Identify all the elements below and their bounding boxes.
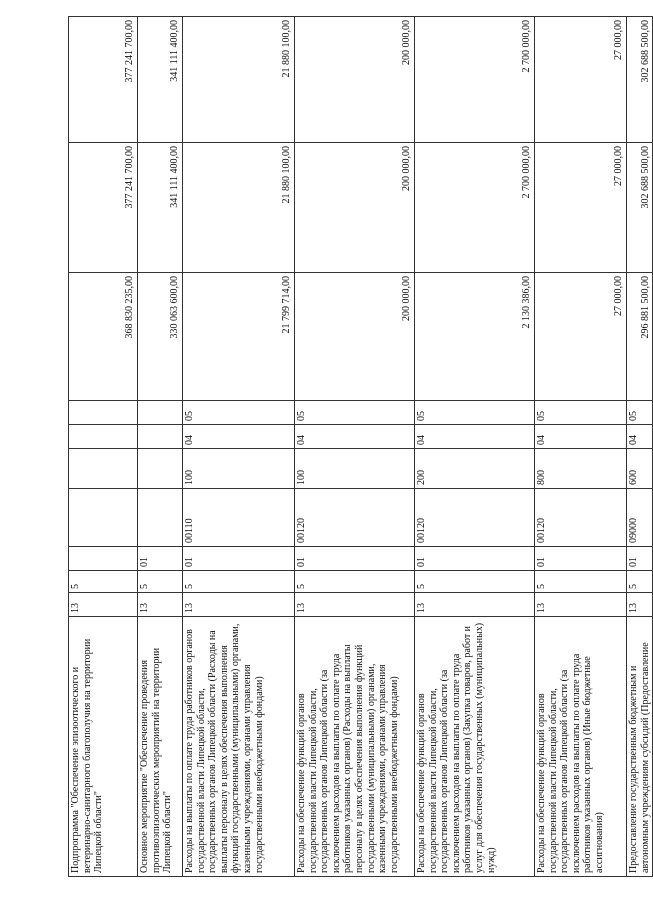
amount-cell-1: 21 799 714,00 xyxy=(183,273,295,401)
code-cell-5 xyxy=(69,449,138,489)
amount-cell-3: 302 688 500,00 xyxy=(627,17,653,143)
code-cell-7: 05 xyxy=(415,401,535,425)
amount-cell-3: 341 111 400,00 xyxy=(138,17,183,143)
amount-cell-2: 2 700 000,00 xyxy=(415,143,535,273)
code-cell-7: 05 xyxy=(295,401,415,425)
table-row xyxy=(295,17,415,877)
amount-cell-2: 377 241 700,00 xyxy=(69,143,138,273)
code-cell-5: 100 xyxy=(295,449,415,489)
code-cell-7: 05 xyxy=(627,401,653,425)
code-cell-1: 13 xyxy=(415,593,535,617)
code-cell-6: 04 xyxy=(535,425,627,449)
amount-cell-2: 302 688 500,00 xyxy=(627,143,653,273)
code-cell-3: 01 xyxy=(295,547,415,571)
amount-cell-3: 377 241 700,00 xyxy=(69,17,138,143)
amount-cell-3: 21 880 100,00 xyxy=(183,17,295,143)
code-cell-4: 09000 xyxy=(627,489,653,547)
code-cell-5: 200 xyxy=(415,449,535,489)
code-cell-3: 01 xyxy=(183,547,295,571)
table-row xyxy=(627,17,653,877)
row-name-cell: Подпрограмма "Обеспечение эпизоотического и ветеринарно-санитарного благополучия на территории Липецкой области" xyxy=(69,617,138,877)
row-name-cell: Расходы на обеспечение функций органов государственной власти Липецкой области, государственных органов Липецкой области (за исключением расходов на выплаты по оплате труда работников указанных органов) (Иные бюджетные ассигнования) xyxy=(535,617,627,877)
code-cell-2: 5 xyxy=(138,571,183,593)
budget-table xyxy=(68,16,653,877)
code-cell-6 xyxy=(138,425,183,449)
code-cell-4: 00120 xyxy=(415,489,535,547)
amount-cell-1: 2 130 386,00 xyxy=(415,273,535,401)
code-cell-2: 5 xyxy=(295,571,415,593)
code-cell-3: 01 xyxy=(535,547,627,571)
code-cell-6: 04 xyxy=(627,425,653,449)
code-cell-2: 5 xyxy=(183,571,295,593)
code-cell-1: 13 xyxy=(183,593,295,617)
code-cell-6: 04 xyxy=(295,425,415,449)
code-cell-1: 13 xyxy=(535,593,627,617)
code-cell-3: 01 xyxy=(415,547,535,571)
code-cell-4: 00120 xyxy=(295,489,415,547)
table-row xyxy=(138,17,183,877)
code-cell-1: 13 xyxy=(69,593,138,617)
code-cell-1: 13 xyxy=(138,593,183,617)
amount-cell-3: 27 000,00 xyxy=(535,17,627,143)
amount-cell-2: 27 000,00 xyxy=(535,143,627,273)
amount-cell-2: 21 880 100,00 xyxy=(183,143,295,273)
table-row xyxy=(183,17,295,877)
amount-cell-1: 27 000,00 xyxy=(535,273,627,401)
code-cell-1: 13 xyxy=(627,593,653,617)
code-cell-5: 600 xyxy=(627,449,653,489)
amount-cell-1: 200 000,00 xyxy=(295,273,415,401)
table-row xyxy=(415,17,535,877)
code-cell-5: 100 xyxy=(183,449,295,489)
budget-table-body xyxy=(69,17,653,877)
row-name-cell: Расходы на выплаты по оплате труда работников органов государственной власти Липецкой области, государственных органов Липецкой области (Расходы на выплаты персоналу в целях обеспечения выполнения функций государственными (муниципальными) органами, казенными учреждениями, органами управления государственными внебюджетными фондами) xyxy=(183,617,295,877)
amount-cell-2: 341 111 400,00 xyxy=(138,143,183,273)
code-cell-4: 00110 xyxy=(183,489,295,547)
row-name-cell: Основное мероприятие "Обеспечение проведения противоэпизоотических мероприятий на территории Липецкой области" xyxy=(138,617,183,877)
row-name-cell: Расходы на обеспечение функций органов государственной власти Липецкой области, государственных органов Липецкой области (за исключением расходов на выплаты по оплате труда работников указанных органов) (Расходы на выплаты персоналу в целях обеспечения выполнения функций государственными (муниципальными) органами, казенными учреждениями, органами управления государственными внебюджетными фондами) xyxy=(295,617,415,877)
amount-cell-1: 296 881 500,00 xyxy=(627,273,653,401)
code-cell-3 xyxy=(69,547,138,571)
code-cell-7: 05 xyxy=(183,401,295,425)
code-cell-6: 04 xyxy=(183,425,295,449)
code-cell-7: 05 xyxy=(535,401,627,425)
code-cell-5 xyxy=(138,449,183,489)
code-cell-2: 5 xyxy=(69,571,138,593)
code-cell-4: 00120 xyxy=(535,489,627,547)
code-cell-6 xyxy=(69,425,138,449)
row-name-cell: Предоставление государственным бюджетным и автономным учреждениям субсидий (Предоставление xyxy=(627,617,653,877)
code-cell-7 xyxy=(69,401,138,425)
code-cell-5: 800 xyxy=(535,449,627,489)
table-row xyxy=(535,17,627,877)
code-cell-2: 5 xyxy=(415,571,535,593)
amount-cell-2: 200 000,00 xyxy=(295,143,415,273)
code-cell-7 xyxy=(138,401,183,425)
code-cell-4 xyxy=(138,489,183,547)
amount-cell-3: 2 700 000,00 xyxy=(415,17,535,143)
amount-cell-1: 330 063 600,00 xyxy=(138,273,183,401)
table-row xyxy=(69,17,138,877)
code-cell-3: 01 xyxy=(627,547,653,571)
code-cell-1: 13 xyxy=(295,593,415,617)
code-cell-2: 5 xyxy=(627,571,653,593)
code-cell-6: 04 xyxy=(415,425,535,449)
amount-cell-1: 368 830 235,00 xyxy=(69,273,138,401)
code-cell-3: 01 xyxy=(138,547,183,571)
row-name-cell: Расходы на обеспечение функций органов государственной власти Липецкой области, государственных органов Липецкой области (за исключением расходов на выплаты по оплате труда работников указанных органов) (Закупка товаров, работ и услуг для обеспечения государственных (муниципальных) нужд) xyxy=(415,617,535,877)
rotated-budget-table-page xyxy=(68,17,651,877)
amount-cell-3: 200 000,00 xyxy=(295,17,415,143)
code-cell-4 xyxy=(69,489,138,547)
code-cell-2: 5 xyxy=(535,571,627,593)
